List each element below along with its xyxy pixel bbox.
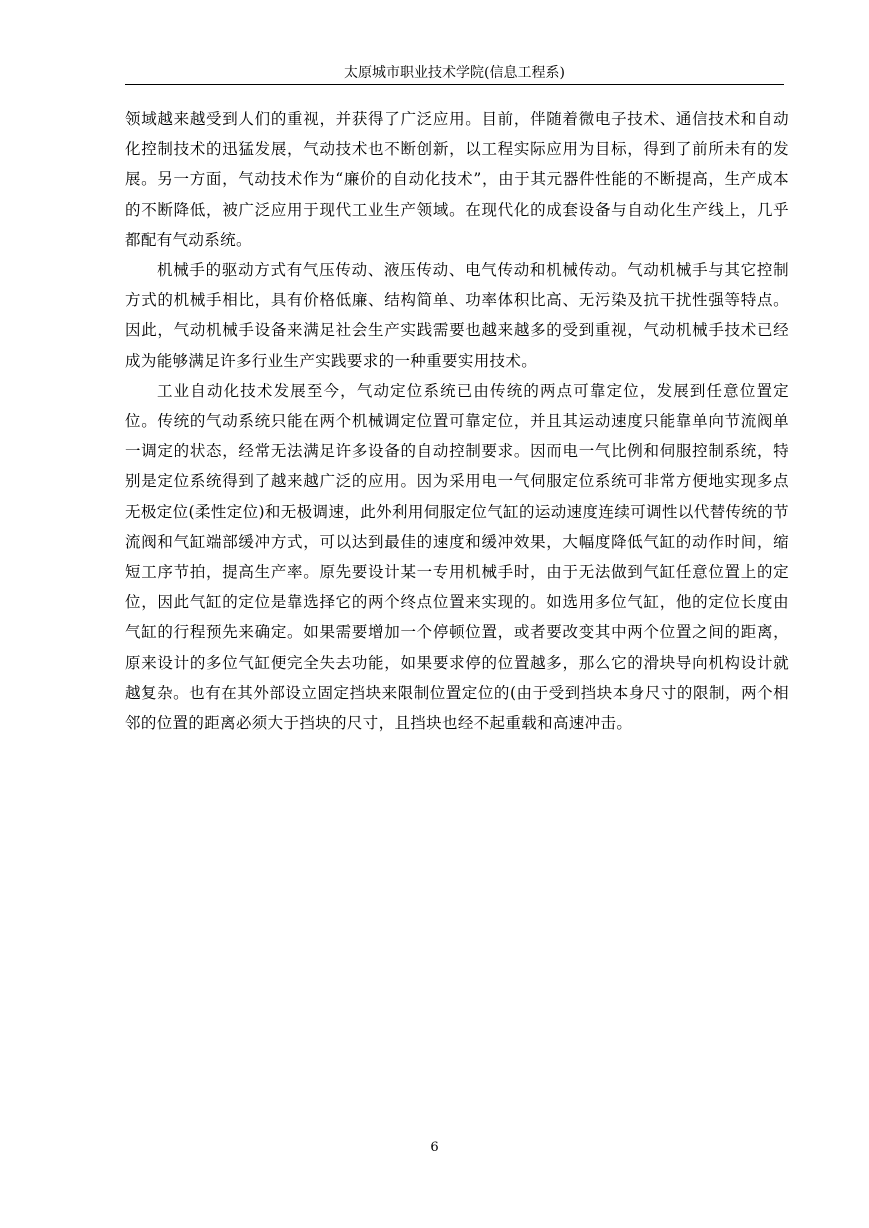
paragraph-drive-methods: 机械手的驱动方式有气压传动、液压传动、电气传动和机械传动。气动机械手与其它控制方式的机械手相比，具有价格低廉、结构简单、功率体积比高、无污染及抗干扰性强等特点。因此，气动机械手设备来满足社会生产实践需要也越来越多的受到重视，气动机械手技术已经成为能够满足许多行业生产实践要求的一种重要实用技术。 [125,261,789,370]
paragraph-positioning-systems: 工业自动化技术发展至今，气动定位系统已由传统的两点可靠定位，发展到任意位置定位。传统的气动系统只能在两个机械调定位置可靠定位，并且其运动速度只能靠单向节流阀单一调定的状态，经常无法满足许多设备的自动控制要求。因而电一气比例和伺服控制系统，特别是定位系统得到了越来越广泛的应用。因为采用电一气伺服定位系统可非常方便地实现多点无极定位(柔性定位)和无极调速，此外利用伺服定位气缸的运动速度连续可调性以代替传统的节流阀和气缸端部缓冲方式，可以达到最佳的速度和缓冲效果，大幅度降低气缸的动作时间，缩短工序节拍，提高生产率。原先要设计某一专用机械手时，由于无法做到气缸任意位置上的定位，因此气缸的定位是靠选择它的两个终点位置来实现的。如选用多位气缸，他的定位长度由气缸的行程预先来确定。如果需要增加一个停顿位置，或者要改变其中两个位置之间的距离，原来设计的多位气缸便完全失去功能，如果要求停的位置越多，那么它的滑块导向机构设计就越复杂。也有在其外部设立固定挡块来限制位置定位的(由于受到挡块本身尺寸的限制，两个相邻的位置的距离必须大于挡块的尺寸，且挡块也经不起重载和高速冲击。 [125,381,789,733]
body-text [125,104,789,738]
header-divider [125,84,784,85]
page-number: 6 [430,1140,439,1155]
paragraph-continued: 领域越来越受到人们的重视，并获得了广泛应用。目前，伴随着微电子技术、通信技术和自动化控制技术的迅猛发展，气动技术也不断创新，以工程实际应用为目标，得到了前所未有的发展。另一方面，气动技术作为“廉价的自动化技术”，由于其元器件性能的不断提高，生产成本的不断降低，被广泛应用于现代工业生产领域。在现代化的成套设备与自动化生产线上，几乎都配有气动系统。 [125,110,789,249]
running-header: 太原城市职业技术学院(信息工程系) [344,65,565,81]
